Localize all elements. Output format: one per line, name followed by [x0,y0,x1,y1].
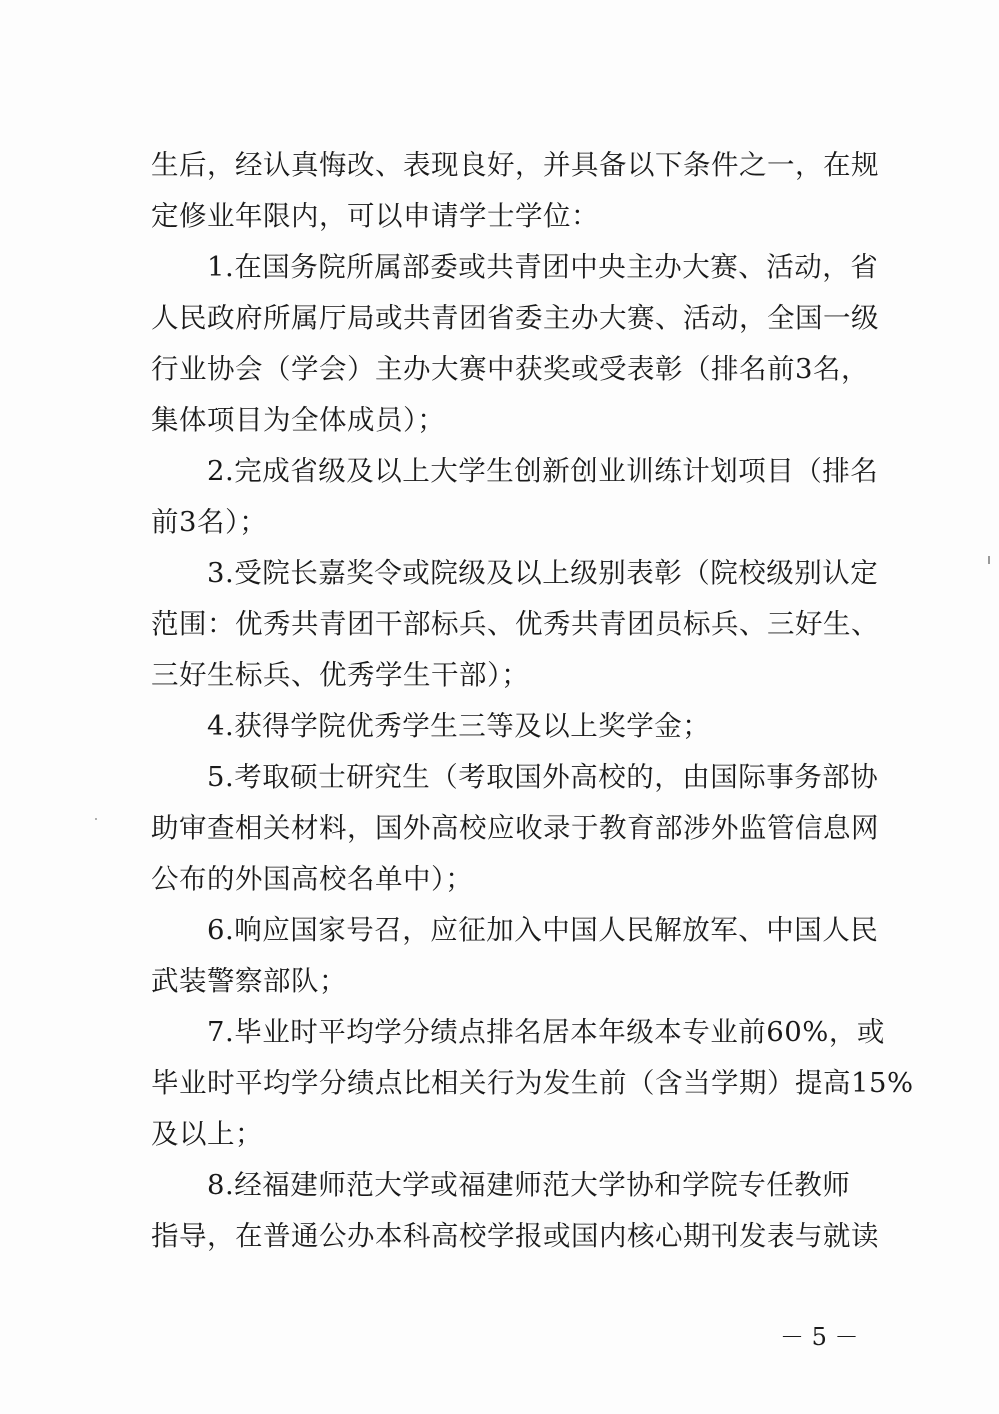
scan-artifact [988,556,990,564]
text-line: 集体项目为全体成员）； [151,404,446,436]
list-item-4: 4.获得学院优秀学生三等及以上奖学金； [207,710,711,742]
list-item-7: 7.毕业时平均学分绩点排名居本年级本专业前60%，或 [207,1016,885,1048]
text-line: 毕业时平均学分绩点比相关行为发生前（含当学期）提高15% [151,1067,914,1099]
list-item-1: 1.在国务院所属部委或共青团中央主办大赛、活动，省 [207,251,879,283]
text-line: 人民政府所属厅局或共青团省委主办大赛、活动，全国一级 [151,302,879,334]
list-item-6: 6.响应国家号召，应征加入中国人民解放军、中国人民 [207,914,879,946]
list-item-2: 2.完成省级及以上大学生创新创业训练计划项目（排名 [207,455,879,487]
text-line: 三好生标兵、优秀学生干部）； [151,659,530,691]
text-line: 行业协会（学会）主办大赛中获奖或受表彰（排名前3名， [151,353,869,385]
page-number: － 5 － [780,1323,859,1351]
scan-artifact [95,818,97,820]
text-line: 武装警察部队； [151,965,347,997]
text-line: 定修业年限内，可以申请学士学位： [151,200,599,232]
list-item-3: 3.受院长嘉奖令或院级及以上级别表彰（院校级别认定 [207,557,879,589]
document-body [151,140,914,1262]
text-line: 公布的外国高校名单中）； [151,863,474,895]
text-line: 生后，经认真悔改、表现良好，并具备以下条件之一，在规 [151,149,879,181]
list-item-5: 5.考取硕士研究生（考取国外高校的，由国际事务部协 [207,761,879,793]
list-item-8: 8.经福建师范大学或福建师范大学协和学院专任教师 [207,1169,851,1201]
text-line: 前3名）； [151,506,268,538]
text-line: 范围：优秀共青团干部标兵、优秀共青团员标兵、三好生、 [151,608,879,640]
text-line: 及以上； [151,1118,263,1150]
text-line: 助审查相关材料，国外高校应收录于教育部涉外监管信息网 [151,812,879,844]
text-line: 指导，在普通公办本科高校学报或国内核心期刊发表与就读 [151,1220,879,1252]
